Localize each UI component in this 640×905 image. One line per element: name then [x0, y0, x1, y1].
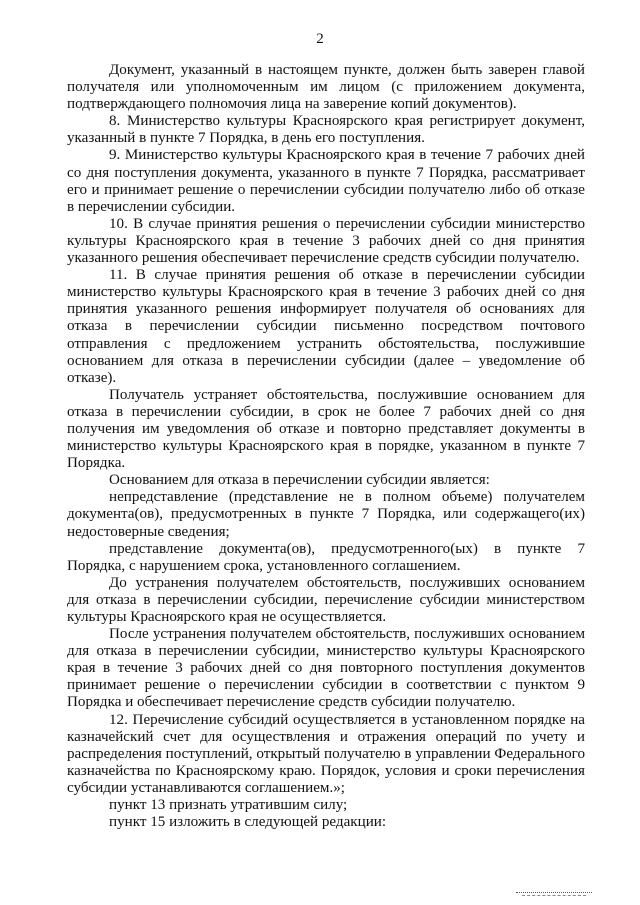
paragraph-item-13-repeal: пункт 13 признать утратившим силу; [109, 797, 348, 814]
paragraph-after-remedy: После устранения получателем обстоятельств, послуживших основанием для отказа в перечислении субсидии, министерство культуры Красноярского края в течение 3 рабочих дней со дня повторного поступления документов принимает решение о перечислении субсидии в соответствии с пунктом 9 Порядка и обеспечивает перечисление средств субсидии получателю. [67, 626, 585, 711]
paragraph-item-10: 10. В случае принятия решения о перечислении субсидии министерство культуры Красноярского края в течение 3 рабочих дней со дня принятия указанного решения обеспечивает перечисление средств субсидии получателю. [67, 215, 585, 267]
paragraph-certification: Документ, указанный в настоящем пункте, должен быть заверен главой получателя или уполномоченным им лицом (с приложением документа, подтверждающего полномочия лица на заверение копий документов). [67, 62, 585, 113]
paragraph-item-15-amend: пункт 15 изложить в следующей редакции: [109, 814, 387, 831]
footer-mark [516, 892, 592, 895]
paragraph-refusal-grounds: Основанием для отказа в перечислении субсидии является: [109, 472, 490, 489]
page-number: 2 [316, 31, 324, 47]
paragraph-item-12: 12. Перечисление субсидий осуществляется в установленном порядке на казначейский счет для осуществления и отражения операций по учету и распределения поступлений, открытый получателю в управлении Федерального казначейства по Красноярскому краю. Порядок, условия и сроки перечисления субсидии устанавливаются соглашением.»; [67, 711, 585, 796]
paragraph-ground-nonsubmission: непредставление (представление не в полном объеме) получателем документа(ов), предусмотренных в пункте 7 Порядка, или содержащего(их) недостоверные сведения; [67, 489, 585, 540]
paragraph-no-transfer: До устранения получателем обстоятельств, послуживших основанием для отказа в перечислении субсидии, перечисление субсидии министерством культуры Красноярского края не осуществляется. [67, 574, 585, 625]
document-body [67, 62, 585, 831]
paragraph-ground-late-submission: представление документа(ов), предусмотренного(ых) в пункте 7 Порядка, с нарушением срока, установленного соглашением. [67, 540, 585, 574]
paragraph-item-8: 8. Министерство культуры Красноярского края регистрирует документ, указанный в пункте 7 Порядка, в день его поступления. [67, 113, 585, 147]
paragraph-item-9: 9. Министерство культуры Красноярского края в течение 7 рабочих дней со дня поступления документа, указанного в пункте 7 Порядка, рассматривает его и принимает решение о перечислении субсидии получателю либо об отказе в перечислении субсидии. [67, 147, 585, 215]
paragraph-item-11: 11. В случае принятия решения об отказе в перечислении субсидии министерство культуры Красноярского края в течение 3 рабочих дней со дня принятия указанного решения информирует получателя об основаниях для отказа в перечислении субсидии письменно посредством почтового отправления с предложением устранить обстоятельства, послужившие основанием для отказа в перечислении субсидии (далее – уведомление об отказе). [67, 267, 585, 386]
paragraph-recipient-remedy: Получатель устраняет обстоятельства, послужившие основанием для отказа в перечислении субсидии, в срок не более 7 рабочих дней со дня получения им уведомления об отказе и повторно представляет документы в министерство культуры Красноярского края в порядке, указанном в пункте 7 Порядка. [67, 386, 585, 472]
